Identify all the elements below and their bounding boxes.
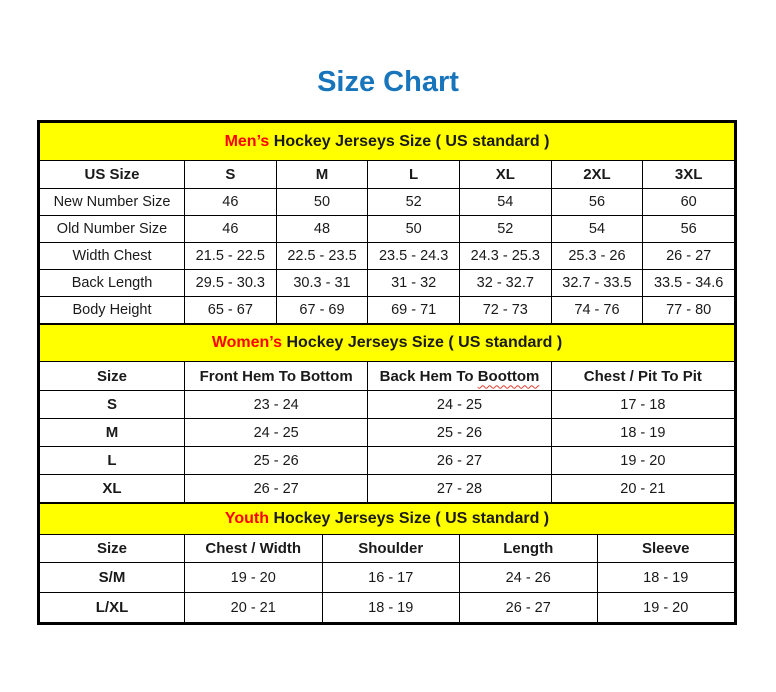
size-value-cell: 32 - 32.7 [459,270,551,297]
mens-row-body-height [40,297,735,324]
size-chart-tables [37,120,737,625]
size-value-cell: 52 [368,189,460,216]
mens-col-header: US Size [40,161,185,189]
size-value-cell: 54 [551,216,643,243]
size-value-cell: 72 - 73 [459,297,551,324]
youth-section-banner [40,504,735,535]
row-label: Width Chest [40,243,185,270]
size-value-cell: 25 - 26 [368,419,551,447]
size-value-cell: 25.3 - 26 [551,243,643,270]
size-value-cell: 24.3 - 25.3 [459,243,551,270]
mens-row-width-chest [40,243,735,270]
size-value-cell: 23.5 - 24.3 [368,243,460,270]
size-value-cell: 18 - 19 [597,563,735,593]
size-value-cell: 27 - 28 [368,475,551,503]
size-value-cell: 25 - 26 [185,447,368,475]
youth-row-l-xl [40,593,735,623]
size-value-cell: 54 [459,189,551,216]
row-label: L [40,447,185,475]
size-value-cell: 67 - 69 [276,297,368,324]
youth-col-header: Sleeve [597,535,735,563]
size-value-cell: 21.5 - 22.5 [185,243,277,270]
size-value-cell: 60 [643,189,735,216]
row-label: XL [40,475,185,503]
youth-size-table [39,503,735,623]
size-value-cell: 26 - 27 [185,475,368,503]
row-label: Body Height [40,297,185,324]
mens-col-header: M [276,161,368,189]
womens-row-m [40,419,735,447]
womens-row-s [40,391,735,419]
page-title: Size Chart [317,66,459,98]
size-value-cell: 30.3 - 31 [276,270,368,297]
youth-row-s-m [40,563,735,593]
size-value-cell: 77 - 80 [643,297,735,324]
row-label: New Number Size [40,189,185,216]
size-value-cell: 16 - 17 [322,563,460,593]
size-value-cell: 24 - 25 [185,419,368,447]
mens-banner-text: Hockey Jerseys Size ( US standard ) [269,132,550,150]
womens-size-table [39,324,735,503]
size-value-cell: 19 - 20 [185,563,323,593]
size-value-cell: 46 [185,216,277,243]
size-value-cell: 22.5 - 23.5 [276,243,368,270]
size-value-cell: 50 [368,216,460,243]
youth-col-header: Length [460,535,598,563]
youth-col-header: Shoulder [322,535,460,563]
mens-col-header: 2XL [551,161,643,189]
row-label: Back Length [40,270,185,297]
size-value-cell: 50 [276,189,368,216]
row-label: S [40,391,185,419]
size-value-cell: 69 - 71 [368,297,460,324]
mens-size-table [39,122,735,324]
size-value-cell: 24 - 25 [368,391,551,419]
row-label: S/M [40,563,185,593]
mens-row-old-number-size [40,216,735,243]
womens-banner-highlight: Women’s [211,334,283,351]
size-value-cell: 31 - 32 [368,270,460,297]
womens-section-banner [40,325,735,362]
size-value-cell: 18 - 19 [551,419,734,447]
size-value-cell: 33.5 - 34.6 [643,270,735,297]
womens-row-l [40,447,735,475]
misspelled-word: Boottom [477,367,540,385]
size-value-cell: 56 [551,189,643,216]
row-label: L/XL [40,593,185,623]
size-value-cell: 26 - 27 [368,447,551,475]
row-label: Old Number Size [40,216,185,243]
size-value-cell: 19 - 20 [551,447,734,475]
size-value-cell: 20 - 21 [551,475,734,503]
mens-col-header: S [185,161,277,189]
size-value-cell: 17 - 18 [551,391,734,419]
size-value-cell: 29.5 - 30.3 [185,270,277,297]
youth-col-header: Chest / Width [185,535,323,563]
size-value-cell: 23 - 24 [185,391,368,419]
size-value-cell: 18 - 19 [322,593,460,623]
size-value-cell: 19 - 20 [597,593,735,623]
size-value-cell: 46 [185,189,277,216]
mens-row-new-number-size [40,189,735,216]
womens-col-header: Front Hem To Bottom [185,362,368,391]
youth-banner-text: Hockey Jerseys Size ( US standard ) [269,510,550,527]
size-value-cell: 65 - 67 [185,297,277,324]
youth-col-header: Size [40,535,185,563]
size-value-cell: 48 [276,216,368,243]
size-value-cell: 32.7 - 33.5 [551,270,643,297]
row-label: M [40,419,185,447]
mens-section-banner [40,123,735,161]
mens-col-header: 3XL [643,161,735,189]
size-value-cell: 24 - 26 [460,563,598,593]
mens-row-back-length [40,270,735,297]
size-value-cell: 20 - 21 [185,593,323,623]
womens-col-header: Size [40,362,185,391]
womens-banner-text: Hockey Jerseys Size ( US standard ) [282,334,563,351]
size-value-cell: 26 - 27 [460,593,598,623]
mens-col-header: L [368,161,460,189]
youth-banner-highlight: Youth [224,510,269,527]
womens-col-header-misspelled: Back Hem To Boottom [368,362,551,391]
womens-col-header: Chest / Pit To Pit [551,362,734,391]
mens-col-header: XL [459,161,551,189]
size-value-cell: 52 [459,216,551,243]
size-value-cell: 26 - 27 [643,243,735,270]
mens-banner-highlight: Men’s [224,132,270,150]
size-value-cell: 56 [643,216,735,243]
womens-row-xl [40,475,735,503]
size-value-cell: 74 - 76 [551,297,643,324]
